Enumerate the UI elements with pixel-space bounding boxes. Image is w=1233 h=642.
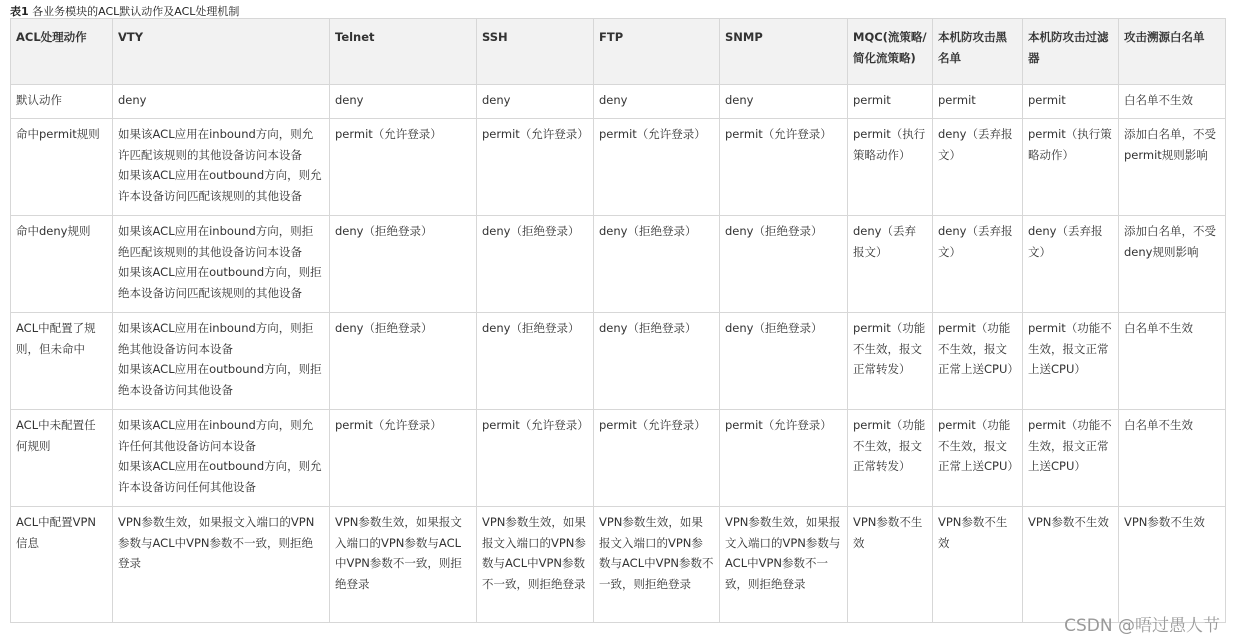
cell-ftp: deny（拒绝登录） (594, 216, 720, 313)
cell-mqc: permit（功能不生效，报文正常转发） (848, 313, 933, 410)
cell-filter: deny（丢弃报文） (1023, 216, 1119, 313)
cell-vty (113, 507, 330, 623)
cell-blacklist: deny（丢弃报文） (933, 119, 1023, 216)
header-cell: VTY (113, 19, 330, 85)
watermark: CSDN @唔过愚人节 (1064, 616, 1220, 636)
vty-text: deny (118, 93, 147, 107)
cell-whitelist: 白名单不生效 (1119, 410, 1226, 507)
cell-ftp: VPN参数生效，如果报文入端口的VPN参数与ACL中VPN参数不一致，则拒绝登录 (594, 507, 720, 623)
cell-whitelist: 添加白名单，不受deny规则影响 (1119, 216, 1226, 313)
cell-filter: permit (1023, 85, 1119, 119)
header-cell: 本机防攻击过滤器 (1023, 19, 1119, 85)
header-cell: 本机防攻击黑名单 (933, 19, 1023, 85)
cell-blacklist: permit（功能不生效，报文正常上送CPU） (933, 313, 1023, 410)
cell-snmp: deny（拒绝登录） (720, 216, 848, 313)
cell-action: ACL中配置VPN信息 (11, 507, 113, 623)
table-row (11, 119, 1226, 216)
table-row (11, 85, 1226, 119)
vty-outbound-text: 如果该ACL应用在outbound方向，则拒绝本设备访问其他设备 (118, 362, 322, 397)
header-cell: SNMP (720, 19, 848, 85)
cell-snmp: VPN参数生效，如果报文入端口的VPN参数与ACL中VPN参数不一致，则拒绝登录 (720, 507, 848, 623)
cell-snmp: permit（允许登录） (720, 410, 848, 507)
header-cell: SSH (477, 19, 594, 85)
cell-ftp: deny (594, 85, 720, 119)
cell-mqc: permit（执行策略动作） (848, 119, 933, 216)
header-cell: FTP (594, 19, 720, 85)
cell-snmp: permit（允许登录） (720, 119, 848, 216)
cell-action: 默认动作 (11, 85, 113, 119)
cell-mqc: permit（功能不生效，报文正常转发） (848, 410, 933, 507)
cell-action: 命中deny规则 (11, 216, 113, 313)
cell-telnet: permit（允许登录） (330, 119, 477, 216)
cell-vty (113, 313, 330, 410)
vty-inbound-text: 如果该ACL应用在inbound方向，则允许匹配该规则的其他设备访问本设备 (118, 127, 314, 162)
cell-vty (113, 85, 330, 119)
header-cell: MQC(流策略/简化流策略) (848, 19, 933, 85)
vty-inbound-text: 如果该ACL应用在inbound方向，则拒绝其他设备访问本设备 (118, 321, 314, 356)
vty-outbound-text: 如果该ACL应用在outbound方向，则允许本设备访问任何其他设备 (118, 459, 322, 494)
cell-ssh: deny（拒绝登录） (477, 313, 594, 410)
cell-ssh: permit（允许登录） (477, 119, 594, 216)
cell-whitelist: 白名单不生效 (1119, 313, 1226, 410)
vty-inbound-text: 如果该ACL应用在inbound方向，则拒绝匹配该规则的其他设备访问本设备 (118, 224, 314, 259)
cell-whitelist: 添加白名单，不受permit规则影响 (1119, 119, 1226, 216)
cell-telnet: deny (330, 85, 477, 119)
vty-outbound-text: 如果该ACL应用在outbound方向，则允许本设备访问匹配该规则的其他设备 (118, 168, 322, 203)
header-cell: 攻击溯源白名单 (1119, 19, 1226, 85)
table-row (11, 410, 1226, 507)
cell-ftp: deny（拒绝登录） (594, 313, 720, 410)
cell-snmp: deny (720, 85, 848, 119)
cell-ssh: deny（拒绝登录） (477, 216, 594, 313)
cell-vty (113, 119, 330, 216)
cell-ssh: VPN参数生效，如果报文入端口的VPN参数与ACL中VPN参数不一致，则拒绝登录 (477, 507, 594, 623)
cell-telnet: deny（拒绝登录） (330, 216, 477, 313)
cell-vty (113, 410, 330, 507)
cell-action: 命中permit规则 (11, 119, 113, 216)
cell-ssh: deny (477, 85, 594, 119)
vty-outbound-text: 如果该ACL应用在outbound方向，则拒绝本设备访问匹配该规则的其他设备 (118, 265, 322, 300)
table-title: 各业务模块的ACL默认动作及ACL处理机制 (32, 5, 240, 18)
cell-ssh: permit（允许登录） (477, 410, 594, 507)
cell-mqc: deny（丢弃报文） (848, 216, 933, 313)
vty-inbound-text: 如果该ACL应用在inbound方向，则允许任何其他设备访问本设备 (118, 418, 314, 453)
table-number: 表1 (10, 5, 29, 18)
cell-whitelist: 白名单不生效 (1119, 85, 1226, 119)
cell-mqc: permit (848, 85, 933, 119)
cell-action: ACL中未配置任何规则 (11, 410, 113, 507)
cell-mqc: VPN参数不生效 (848, 507, 933, 623)
table-caption (10, 3, 239, 19)
cell-telnet: deny（拒绝登录） (330, 313, 477, 410)
cell-telnet: VPN参数生效，如果报文入端口的VPN参数与ACL中VPN参数不一致，则拒绝登录 (330, 507, 477, 623)
table-row (11, 216, 1226, 313)
header-row (11, 19, 1226, 85)
acl-table (10, 18, 1226, 623)
cell-blacklist: permit (933, 85, 1023, 119)
cell-snmp: deny（拒绝登录） (720, 313, 848, 410)
table-row (11, 313, 1226, 410)
cell-ftp: permit（允许登录） (594, 119, 720, 216)
cell-blacklist: permit（功能不生效，报文正常上送CPU） (933, 410, 1023, 507)
cell-ftp: permit（允许登录） (594, 410, 720, 507)
cell-blacklist: deny（丢弃报文） (933, 216, 1023, 313)
cell-whitelist: VPN参数不生效 (1119, 507, 1226, 623)
cell-filter: VPN参数不生效 (1023, 507, 1119, 623)
cell-blacklist: VPN参数不生效 (933, 507, 1023, 623)
header-cell: Telnet (330, 19, 477, 85)
vty-text: VPN参数生效，如果报文入端口的VPN参数与ACL中VPN参数不一致，则拒绝登录 (118, 515, 315, 570)
header-cell: ACL处理动作 (11, 19, 113, 85)
cell-action: ACL中配置了规则，但未命中 (11, 313, 113, 410)
cell-telnet: permit（允许登录） (330, 410, 477, 507)
cell-filter: permit（执行策略动作） (1023, 119, 1119, 216)
cell-filter: permit（功能不生效，报文正常上送CPU） (1023, 410, 1119, 507)
cell-filter: permit（功能不生效，报文正常上送CPU） (1023, 313, 1119, 410)
cell-vty (113, 216, 330, 313)
table-row (11, 507, 1226, 623)
